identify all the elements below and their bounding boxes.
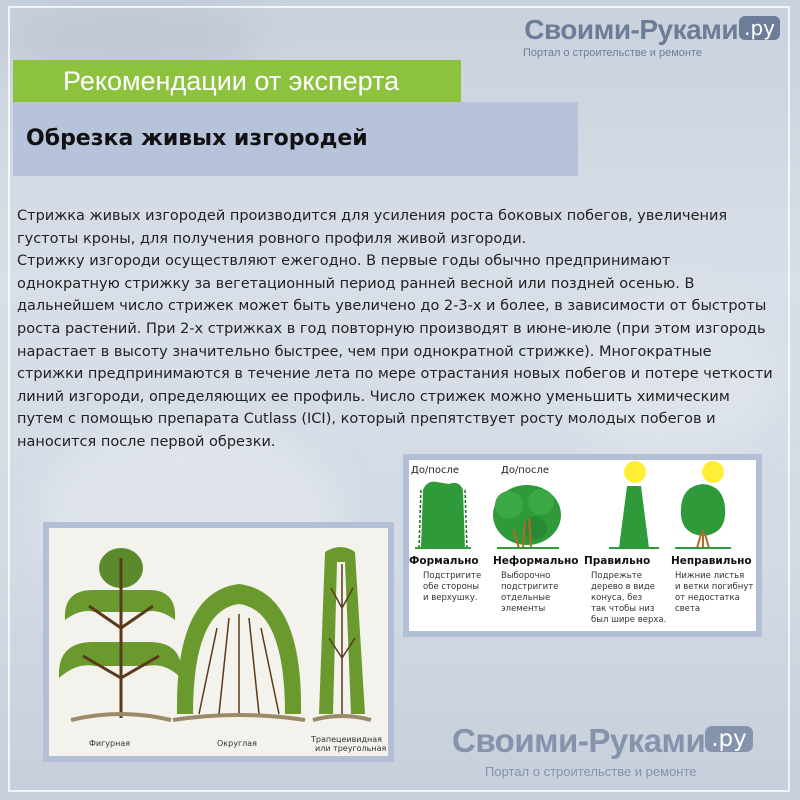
figured-label: Фигурная (89, 739, 131, 748)
wrong-text-line: и ветки погибнут (675, 582, 754, 592)
logo-domain-badge: .ру (705, 726, 753, 752)
wrong-pruning-illustration (675, 461, 731, 548)
formal-heading: Формально (409, 555, 479, 567)
correct-text-line: дерево в виде (591, 582, 655, 592)
formal-text-line: Подстригите (423, 571, 482, 581)
logo-bottom[interactable] (452, 722, 753, 779)
rounded-hedge-illustration (173, 584, 305, 720)
rounded-label: Округлая (217, 739, 257, 748)
hedge-shapes-panel (43, 522, 394, 762)
informal-hedge-illustration (493, 485, 561, 548)
correct-pruning-illustration (609, 461, 659, 548)
logo-tagline: Портал о строительстве и ремонте (485, 764, 697, 779)
formal-text-line: и верхушку. (423, 593, 478, 603)
correct-text-line: так чтобы низ (591, 604, 655, 614)
expert-banner: Рекомендации от эксперта (13, 60, 461, 102)
hedge-shapes-diagram (49, 528, 388, 756)
logo-domain-badge: .ру (739, 16, 780, 40)
informal-text-line: Выборочно (501, 571, 551, 581)
formal-hedge-illustration (415, 482, 471, 548)
logo-brand-text: Своими-Руками (452, 722, 706, 759)
wrong-text-line: света (675, 604, 701, 614)
logo-top[interactable] (523, 14, 780, 59)
trapezoid-label: Трапецеивидная (311, 735, 382, 744)
trapezoid-hedge-illustration (313, 547, 371, 720)
informal-text-line: отдельные (501, 593, 551, 603)
wrong-text-line: Нижние листья (675, 571, 745, 581)
before-after-label: До/после (501, 465, 549, 476)
pruning-diagram (409, 460, 756, 631)
pruning-diagram-panel (403, 454, 762, 637)
page-title: Обрезка живых изгородей (13, 102, 578, 176)
correct-text-line: конуса, без (591, 593, 643, 603)
before-after-label: До/после (411, 465, 459, 476)
article-body (17, 205, 775, 454)
informal-text-line: элементы (501, 604, 546, 614)
logo-brand-text: Своими-Руками (524, 14, 739, 45)
correct-text-line: Подрежьте (591, 571, 642, 581)
figured-hedge-illustration (59, 548, 182, 720)
logo-tagline: Портал о строительстве и ремонте (523, 47, 702, 59)
correct-heading: Правильно (584, 555, 651, 567)
article-paragraph: Стрижку изгороди осуществляют ежегодно. В первые годы обычно предпринимают однократную стрижку за вегетационный период ранней весной или поздней осенью. В дальнейшем число стрижек может быть увеличено до 2-3-х и более, в зависимости от быстроты роста растений. При 2-х стрижках в год повторную производят в июне-июле (при этом изгородь нарастает в высоту значительно быстрее, чем при однократной стрижке). Многократные стрижки предпринимаются в течение лета по мере отрастания новых побегов и потере четкости линий изгороди, определяющих ее профиль. Число стрижек можно уменьшить химическим путем с помощью препарата Cutlass (ICI), который препятствует росту молодых побегов и наносится после первой обрезки. (17, 253, 773, 450)
informal-text-line: подстригите (501, 582, 559, 592)
article-paragraph: Стрижка живых изгородей производится для усиления роста боковых побегов, увеличения густоты кроны, для получения ровного профиля живой изгороди. (17, 208, 728, 247)
wrong-text-line: от недостатка (675, 593, 740, 603)
trapezoid-label: или треугольная (315, 744, 387, 753)
informal-heading: Неформально (493, 555, 579, 567)
wrong-heading: Неправильно (671, 555, 752, 567)
correct-text-line: был шире верха. (591, 615, 667, 625)
formal-text-line: обе стороны (423, 582, 480, 592)
